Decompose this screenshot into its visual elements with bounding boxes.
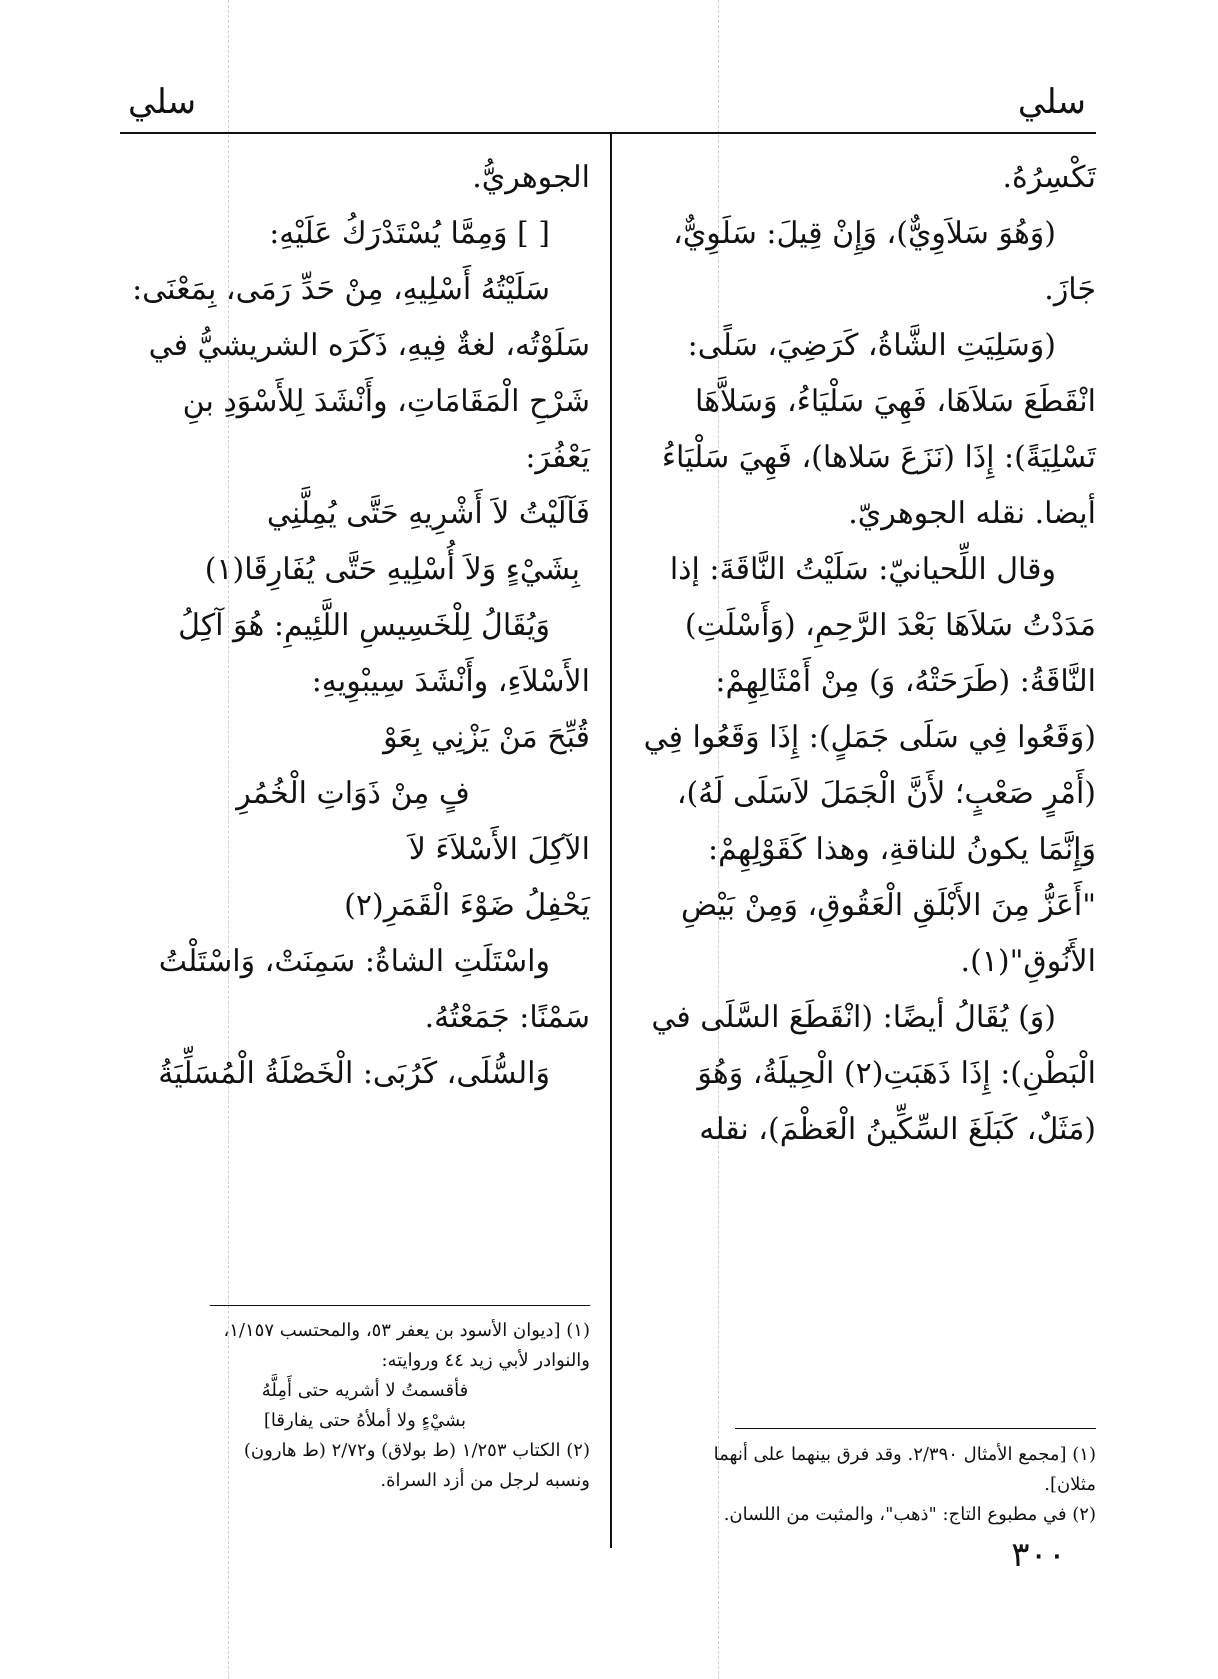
- footnote-line: (١) [مجمع الأمثال ٢/٣٩٠. وقد فرق بينهما على أنهما: [713, 1444, 1096, 1465]
- footnote-line: (٢) في مطبوع التاج: "ذهب"، والمثبت من اللسان.: [723, 1504, 1096, 1525]
- verse-line: بِشَيْءٍ وَلاَ أُسْلِيهِ حَتَّى يُفَارِقَا(١): [204, 552, 580, 587]
- text-line: وقال اللِّحيانيّ: سَلَيْتُ النَّاقَةَ: إذا: [669, 552, 1056, 587]
- footnote-rule: [210, 1305, 590, 1306]
- text-line: انْقَطَعَ سَلاَهَا، فَهِيَ سَلْيَاءُ، وَسَلاَّهَا: [695, 384, 1096, 419]
- header-left-word: سلي: [128, 82, 197, 122]
- text-line: الجوهريُّ.: [472, 160, 590, 195]
- footnote-rule: [735, 1428, 1096, 1429]
- verse-line: فَآلَيْتُ لاَ أَشْرِيهِ حَتَّى يُمِلَّنِي: [266, 496, 590, 531]
- text-line: (أَمْرٍ صَعْبٍ؛ لأَنَّ الْجَمَلَ لاَسَلَى لَهُ)،: [676, 776, 1096, 811]
- footnote-verse: بشيْءٍ ولا أملأهُ حتى يفارقا]: [263, 1410, 467, 1431]
- text-line: (وَقَعُوا فِي سَلَى جَمَلٍ): إِذَا وَقَعُوا فِي: [643, 720, 1096, 755]
- text-line: (وَهُوَ سَلاَوِيٌّ)، وَإِنْ قِيلَ: سَلَوِيٌّ،: [673, 216, 1056, 251]
- header-rule: [120, 132, 1096, 134]
- footnote-line: والنوادر لأبي زيد ٤٤ وروايته:: [381, 1350, 590, 1371]
- text-line: وَإِنَّمَا يكونُ للناقةِ، وهذا كَقَوْلِهِمْ:: [707, 832, 1096, 867]
- footnotes-right: [640, 1440, 1096, 1530]
- left-column: [132, 150, 590, 1102]
- text-line: النَّاقَةُ: (طَرَحَتْهُ، وَ) مِنْ أَمْثَالِهِمْ:: [715, 664, 1096, 699]
- footnote-line: (١) [ديوان الأسود بن يعفر ٥٣، والمحتسب ١/١٥٧،: [223, 1320, 590, 1341]
- text-line: يَعْفُرَ:: [525, 440, 590, 475]
- dictionary-page: [120, 0, 1096, 1679]
- text-line: وَيُقَالُ لِلْخَسِيسِ اللَّئِيمِ: هُوَ آكِلُ: [178, 608, 550, 643]
- text-line: الأَسْلاَءِ، وأَنْشَدَ سِيبْوِيهِ:: [311, 664, 590, 699]
- header-right-word: سلي: [1017, 82, 1086, 122]
- text-line: سَمْنًا: جَمَعْتُهُ.: [424, 1000, 590, 1035]
- footnote-line: (٢) الكتاب ١/٢٥٣ (ط بولاق) و٢/٧٢ (ط هارون): [243, 1440, 590, 1461]
- text-line: سَلَيْتُهُ أَسْلِيهِ، مِنْ حَدِّ رَمَى، بِمَعْنَى:: [132, 272, 550, 307]
- text-line: (وَ) يُقَالُ أيضًا: (انْقَطَعَ السَّلَى في: [651, 1000, 1056, 1035]
- right-column: [640, 150, 1096, 1158]
- footnote-line: مثلان].: [1044, 1474, 1096, 1495]
- text-line: سَلَوْتُه، لغةٌ فِيهِ، ذَكَرَه الشريشيُّ في: [148, 328, 590, 363]
- section-heading: [ ] وَمِمَّا يُسْتَدْرَكُ عَلَيْهِ:: [269, 216, 550, 251]
- footnote-line: ونسبه لرجل من أزد السراة.: [380, 1470, 590, 1491]
- text-line: (وَسَلِيَتِ الشَّاةُ، كَرَضِيَ، سَلًى:: [687, 328, 1056, 363]
- text-line: أيضا. نقله الجوهريّ.: [848, 496, 1096, 531]
- page-number: ٣٠٠: [1011, 1535, 1066, 1575]
- text-line: تَكْسِرُهُ.: [1002, 160, 1096, 195]
- text-line: تَسْلِيَةً): إِذَا (نَزَعَ سَلاها)، فَهِيَ سَلْيَاءُ: [661, 440, 1096, 475]
- text-line: "أَعَزُّ مِنَ الأَبْلَقِ الْعَقُوقِ، وَمِنْ بَيْضِ: [680, 888, 1096, 923]
- text-line: مَدَدْتُ سَلاَهَا بَعْدَ الرَّحِمِ، (وَأَسْلَتِ): [684, 608, 1096, 643]
- text-line: الْبَطْنِ): إِذَا ذَهَبَتِ(٢) الْحِيلَةُ، وَهُوَ: [697, 1056, 1096, 1091]
- text-line: الأَنُوقِ"(١).: [960, 944, 1096, 979]
- text-line: وَالسُّلَى، كَرُبَى: الْخَصْلَةُ الْمُسَلِّيَةُ: [158, 1056, 550, 1091]
- verse-line: يَحْفِلُ ضَوْءَ الْقَمَرِ(٢): [344, 888, 590, 923]
- verse-line: قُبِّحَ مَنْ يَزْنِي بِعَوْ: [383, 720, 590, 755]
- text-line: (مَثَلٌ، كَبَلَغَ السِّكِّينُ الْعَظْمَ)، نقله: [699, 1112, 1096, 1147]
- footnote-verse: فأقسمتُ لا أشريه حتى أَمِلَّهُ: [261, 1380, 469, 1401]
- verse-line: فٍ مِنْ ذَوَاتِ الْخُمُرِ: [236, 776, 470, 811]
- text-line: جَازَ.: [1044, 272, 1096, 307]
- text-line: واسْتَلَتِ الشاةُ: سَمِنَتْ، وَاسْتَلْتُ: [158, 944, 550, 979]
- footnotes-left: [140, 1316, 590, 1496]
- verse-line: الآكِلَ الأَسْلاَءَ لاَ: [408, 832, 590, 867]
- text-line: شَرْحِ الْمَقَامَاتِ، وأَنْشَدَ لِلأَسْوَدِ بنِ: [182, 384, 590, 419]
- column-divider: [610, 133, 612, 1548]
